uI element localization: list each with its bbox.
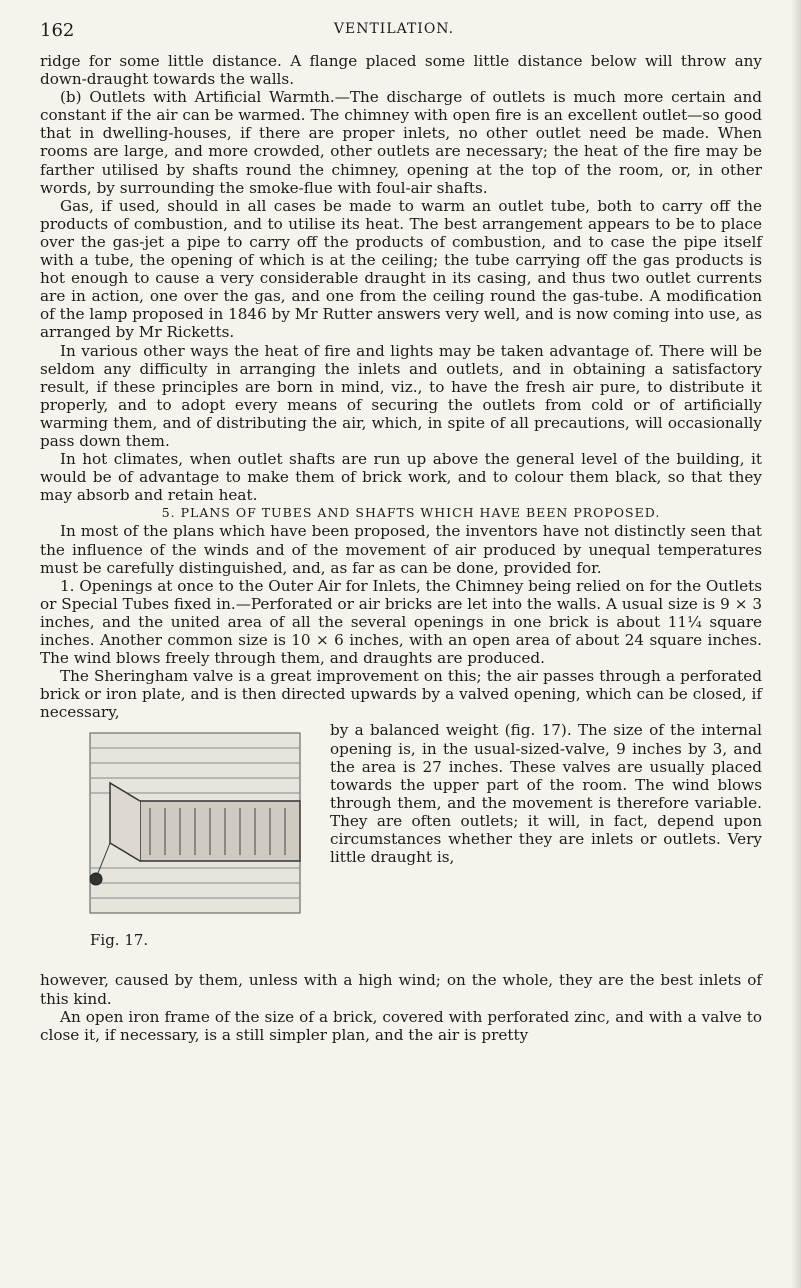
- paragraph: (b) Outlets with Artificial Warmth.—The discharge of outlets is much more certain and constant if the air can be warmed. The chimney with open fire is an excellent outlet—so good that in dwelling-houses, if there are proper inlets, no other outlet need be made. When rooms are large, and more crowded, other outlets are necessary; the heat of the fire may be farther utilised by shafts round the chimney, opening at the top of the room, or, in other words, by surrounding the smoke-flue with foul-air shafts.: [40, 88, 762, 197]
- running-title: VENTILATION.: [333, 21, 455, 37]
- sheringham-valve-illustration: [70, 723, 320, 923]
- paragraph: In hot climates, when outlet shafts are run up above the general level of the building, it would be of advantage to make them of brick work, and to colour them black, so that they may absorb and retain heat.: [40, 450, 762, 505]
- page-body: [40, 52, 762, 1044]
- figure-block: [40, 721, 762, 971]
- figure-wrap-text: [330, 721, 762, 866]
- paragraph: An open iron frame of the size of a brick, covered with perforated zinc, and with a valve to close it, if necessary, is a still simpler plan, and the air is pretty: [40, 1007, 762, 1044]
- section-heading: 5. PLANS OF TUBES AND SHAFTS WHICH HAVE BEEN PROPOSED.: [161, 505, 661, 521]
- page-edge-shadow: [791, 0, 801, 1288]
- paragraph: The Sheringham valve is a great improvement on this; the air passes through a perforated brick or iron plate, and is then directed upwards by a valved opening, which can be closed, if necessary,: [40, 667, 762, 722]
- paragraph: by a balanced weight (fig. 17). The size of the internal opening is, in the usual-sized-valve, 9 inches by 3, and the area is 27 inches. These valves are usually placed towards the upper part of the room. The wind blows through them, and the movement is therefore variable. They are often outlets; it will, in fact, depend upon circumstances whether they are inlets or outlets. Very little draught is,: [330, 721, 762, 867]
- paragraph: however, caused by them, unless with a high wind; on the whole, they are the best inlets of this kind.: [40, 971, 762, 1008]
- page-number: 162: [40, 20, 75, 41]
- paragraph: In most of the plans which have been proposed, the inventors have not distinctly seen that the influence of the winds and of the movement of air produced by unequal temperatures must be carefully distinguished, and, as far as can be done, provided for.: [40, 522, 762, 577]
- paragraph: ridge for some little distance. A flange placed some little distance below will throw any down-draught towards the walls.: [40, 52, 762, 89]
- page-header: [24, 8, 764, 41]
- figure-caption: Fig. 17.: [90, 931, 149, 950]
- paragraph: In various other ways the heat of fire and lights may be taken advantage of. There will be seldom any difficulty in arranging the inlets and outlets, and in obtaining a satisfactory result, if these principles are born in mind, viz., to have the fresh air pure, to distribute it properly, and to adopt every means of securing the outlets from cold or of artificially warming them, and of distributing the air, which, in spite of all precautions, will occasionally pass down them.: [40, 341, 762, 450]
- figure-17: [70, 723, 320, 923]
- paragraph: Gas, if used, should in all cases be made to warm an outlet tube, both to carry off the products of combustion, and to utilise its heat. The best arrangement appears to be to place over the gas-jet a pipe to carry off the products of combustion, and to case the pipe itself with a tube, the opening of which is at the ceiling; the tube carrying off the gas products is hot enough to cause a very considerable draught in its casing, and thus two outlet currents are in action, one over the gas, and one from the ceiling round the gas-tube. A modification of the lamp proposed in 1846 by Mr Rutter answers very well, and is now coming into use, as arranged by Mr Ricketts.: [40, 196, 762, 342]
- paragraph: 1. Openings at once to the Outer Air for Inlets, the Chimney being relied on for the Outlets or Special Tubes fixed in.—Perforated or air bricks are let into the walls. A usual size is 9 × 3 inches, and the united area of all the several openings in one brick is about 11¼ square inches. Another common size is 10 × 6 inches, with an open area of about 24 square inches. The wind blows freely through them, and draughts are produced.: [40, 576, 762, 668]
